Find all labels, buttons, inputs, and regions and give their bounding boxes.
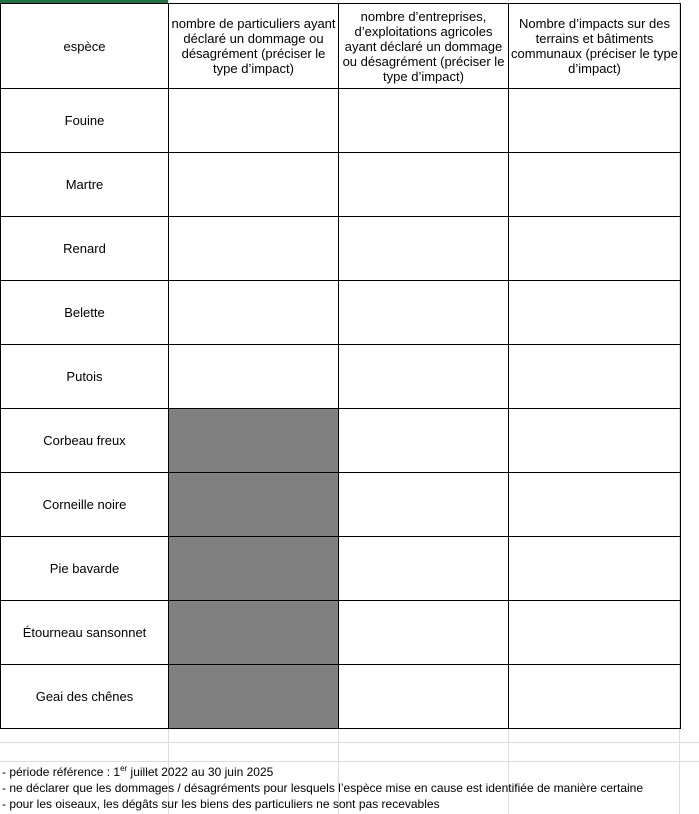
communal-cell[interactable] bbox=[509, 89, 681, 153]
table-row bbox=[1, 409, 681, 473]
individuals-cell[interactable] bbox=[169, 345, 339, 409]
table-row bbox=[1, 345, 681, 409]
table-row bbox=[1, 153, 681, 217]
species-cell[interactable]: Belette bbox=[1, 281, 169, 345]
communal-cell[interactable] bbox=[509, 409, 681, 473]
individuals-cell-disabled bbox=[169, 537, 339, 601]
individuals-cell[interactable] bbox=[169, 281, 339, 345]
communal-cell[interactable] bbox=[509, 345, 681, 409]
header-companies[interactable]: nombre d’entreprises, d’exploitations agricoles ayant déclaré un dommage ou désagrément (préciser le type d’impact) bbox=[339, 4, 509, 89]
species-cell[interactable]: Geai des chênes bbox=[1, 665, 169, 729]
notes-section bbox=[2, 764, 643, 812]
individuals-cell-disabled bbox=[169, 665, 339, 729]
communal-cell[interactable] bbox=[509, 281, 681, 345]
communal-cell[interactable] bbox=[509, 601, 681, 665]
companies-cell[interactable] bbox=[339, 473, 509, 537]
header-individuals[interactable]: nombre de particuliers ayant déclaré un dommage ou désagrément (préciser le type d’impact) bbox=[169, 4, 339, 89]
species-impact-table bbox=[0, 3, 681, 729]
companies-cell[interactable] bbox=[339, 409, 509, 473]
communal-cell[interactable] bbox=[509, 153, 681, 217]
header-communal[interactable]: Nombre d’impacts sur des terrains et bâtiments communaux (préciser le type d’impact) bbox=[509, 4, 681, 89]
communal-cell[interactable] bbox=[509, 217, 681, 281]
individuals-cell-disabled bbox=[169, 409, 339, 473]
communal-cell[interactable] bbox=[509, 665, 681, 729]
species-cell[interactable]: Fouine bbox=[1, 89, 169, 153]
companies-cell[interactable] bbox=[339, 537, 509, 601]
species-cell[interactable]: Étourneau sansonnet bbox=[1, 601, 169, 665]
species-cell[interactable]: Corbeau freux bbox=[1, 409, 169, 473]
note-reference-period-suffix: juillet 2022 au 30 juin 2025 bbox=[127, 765, 274, 779]
table-row bbox=[1, 473, 681, 537]
individuals-cell-disabled bbox=[169, 601, 339, 665]
table-row bbox=[1, 217, 681, 281]
note-ordinal-superscript: er bbox=[120, 764, 128, 773]
table-row bbox=[1, 665, 681, 729]
individuals-cell[interactable] bbox=[169, 89, 339, 153]
header-row bbox=[1, 4, 681, 89]
species-cell[interactable]: Martre bbox=[1, 153, 169, 217]
species-cell[interactable]: Corneille noire bbox=[1, 473, 169, 537]
table-row bbox=[1, 537, 681, 601]
species-cell[interactable]: Putois bbox=[1, 345, 169, 409]
companies-cell[interactable] bbox=[339, 601, 509, 665]
note-birds[interactable]: - pour les oiseaux, les dégâts sur les biens des particuliers ne sont pas recevables bbox=[2, 797, 440, 811]
species-cell[interactable]: Pie bavarde bbox=[1, 537, 169, 601]
note-reference-period-prefix: - période référence : 1 bbox=[2, 765, 121, 779]
individuals-cell-disabled bbox=[169, 473, 339, 537]
species-cell[interactable]: Renard bbox=[1, 217, 169, 281]
companies-cell[interactable] bbox=[339, 665, 509, 729]
companies-cell[interactable] bbox=[339, 217, 509, 281]
note-reference-period[interactable] bbox=[2, 764, 643, 780]
table-row bbox=[1, 601, 681, 665]
companies-cell[interactable] bbox=[339, 89, 509, 153]
companies-cell[interactable] bbox=[339, 153, 509, 217]
companies-cell[interactable] bbox=[339, 281, 509, 345]
table-row bbox=[1, 89, 681, 153]
individuals-cell[interactable] bbox=[169, 217, 339, 281]
table-row bbox=[1, 281, 681, 345]
header-species[interactable]: espèce bbox=[1, 4, 169, 89]
individuals-cell[interactable] bbox=[169, 153, 339, 217]
companies-cell[interactable] bbox=[339, 345, 509, 409]
communal-cell[interactable] bbox=[509, 537, 681, 601]
note-identification[interactable]: - ne déclarer que les dommages / désagréments pour lesquels l’espèce mise en cause est identifiée de manière certaine bbox=[2, 781, 644, 795]
communal-cell[interactable] bbox=[509, 473, 681, 537]
